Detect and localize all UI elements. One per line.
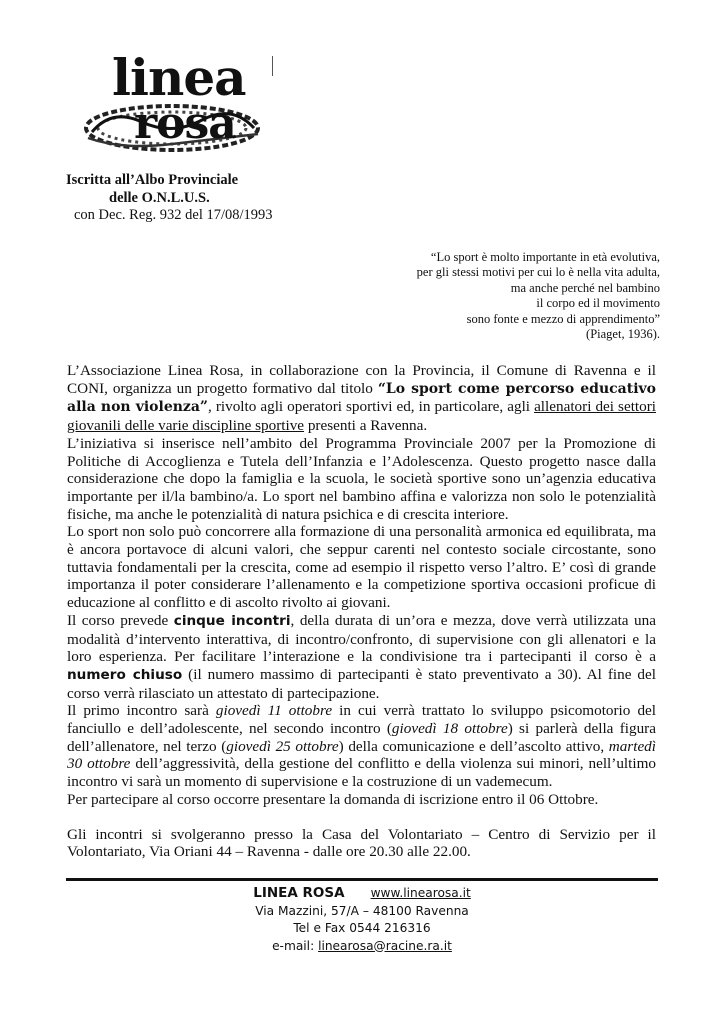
email-label: e-mail: [272, 938, 319, 953]
org-registration-line: Iscritta all’Albo Provinciale [66, 172, 239, 188]
website-link[interactable]: www.linearosa.it [370, 886, 471, 900]
quote-line: sono fonte e mezzo di apprendimento” [466, 311, 660, 326]
intro-text: , rivolto agli operatori sportivi ed, in particolare, agli [207, 398, 535, 416]
target-audience: allenatori dei settori giovanili delle varie discipline sportive [67, 398, 656, 435]
logo-word-linea: linea [112, 48, 246, 107]
schedule-text: in cui verrà trattato lo sviluppo psicomotorio del fanciullo e dell’adolescente, nel secondo incontro ( [67, 702, 656, 738]
registration-deadline: Per partecipare al corso occorre presentare la domanda di iscrizione entro il 06 Ottobre. [67, 790, 599, 808]
meeting-date: giovedì 25 ottobre [226, 737, 339, 755]
intro-paragraph [67, 362, 656, 435]
intro-text: presenti a Ravenna. [304, 417, 428, 435]
schedule-text: dell’aggressività, della gestione del conflitto e della violenza sui minori, nell’ultimo incontro vi sarà un momento di supervisione e la costruzione di un vademecum. [67, 755, 656, 791]
linea-rosa-logo [82, 50, 262, 160]
footer-org-name: LINEA ROSA [253, 885, 345, 901]
quote-line: il corpo ed il movimento [536, 296, 660, 311]
piaget-quote [330, 250, 660, 342]
meeting-date: giovedì 11 ottobre [215, 702, 333, 720]
meeting-date: giovedì 18 ottobre [391, 720, 508, 738]
email-link[interactable]: linearosa@racine.ra.it [318, 938, 452, 953]
course-text: , della durata di un’ora e mezza, dove verrà utilizzata una modalità d’intervento interattiva, di incontro/confronto, di supervisione con gli allenatori e la loro esperienza. Per facilitare l’interazione e la condivisione tra i partecipanti il corso è a [67, 611, 656, 666]
course-paragraph [67, 612, 656, 703]
footer-phone: Tel e Fax 0544 216316 [293, 921, 431, 935]
program-paragraph: L’iniziativa si inserisce nell’ambito del Programma Provinciale 2007 per la Promozione di Politiche di Accoglienza e Tutela dell’Infanzia e l’Adolescenza. Questo progetto nasce dalla considerazione che dopo la famiglia e la scuola, le società sportive sono un’agenzia educativa importante per il/la bambino/a. Lo sport nel bambino affina e valorizza non solo le potenzialità fisiche, ma anche le potenzialità di natura psichica e di crescita interiore. [67, 434, 656, 523]
quote-line: “Lo sport è molto importante in età evolutiva, [430, 250, 660, 264]
meetings-count: cinque incontri [173, 612, 291, 629]
quote-line: ma anche perché nel bambino [510, 280, 660, 295]
org-decree-line: con Dec. Reg. 932 del 17/08/1993 [74, 207, 273, 223]
schedule-text: ) della comunicazione e dell’ascolto attivo, [338, 737, 609, 755]
footer-email-line [66, 938, 658, 956]
organization-info [62, 172, 282, 225]
course-text: Il corso prevede [67, 611, 174, 629]
course-text: (il numero massimo di partecipanti è stato preventivato a 30). Al fine del corso verrà rilasciato un attestato di partecipazione. [67, 665, 656, 702]
letterhead-footer [66, 885, 658, 955]
margin-mark [272, 56, 273, 76]
schedule-text: ) si parlerà della figura dell’allenatore, nel terzo ( [67, 720, 656, 755]
footer-address: Via Mazzini, 57/A – 48100 Ravenna [255, 903, 469, 918]
logo-word-rosa: rosa [134, 98, 236, 149]
schedule-text: Il primo incontro sarà [67, 702, 216, 720]
intro-text: L’Associazione Linea Rosa, in collaborazione con la Provincia, il Comune di Ravenna e il CONI, organizza un progetto formativo dal titolo [67, 362, 656, 397]
meeting-date: martedì 30 ottobre [67, 737, 656, 773]
limited-seats: numero chiuso [67, 666, 183, 683]
letter-body [67, 362, 656, 861]
paragraph-gap [67, 809, 656, 826]
footer-divider [66, 878, 658, 881]
org-onlus-line: delle O.N.L.U.S. [109, 189, 210, 206]
project-title: “Lo sport come percorso educativo alla non violenza” [67, 380, 656, 416]
values-paragraph: Lo sport non solo può concorrere alla formazione di una personalità armonica ed equilibrata, ma è ancora portavoce di alcuni valori, che seppur carenti nel contesto sociale circostante, sono tuttavia fondamentali per la crescita, come ad esempio il rispetto verso l’altro. E’ così di grande importanza il poter considerare l’allenamento e la competizione sportiva occasioni proficue di educazione al conflitto e di ascolto rivolto ai giovani. [67, 523, 656, 612]
venue-paragraph: Gli incontri si svolgeranno presso la Casa del Volontariato – Centro di Servizio per il Volontariato, Via Oriani 44 – Ravenna - dalle ore 20.30 alle 22.00. [67, 825, 656, 861]
schedule-paragraph [67, 702, 656, 791]
footer-top-line [66, 885, 658, 903]
quote-attribution: (Piaget, 1936). [586, 327, 660, 342]
quote-line: per gli stessi motivi per cui lo è nella vita adulta, [416, 265, 660, 280]
